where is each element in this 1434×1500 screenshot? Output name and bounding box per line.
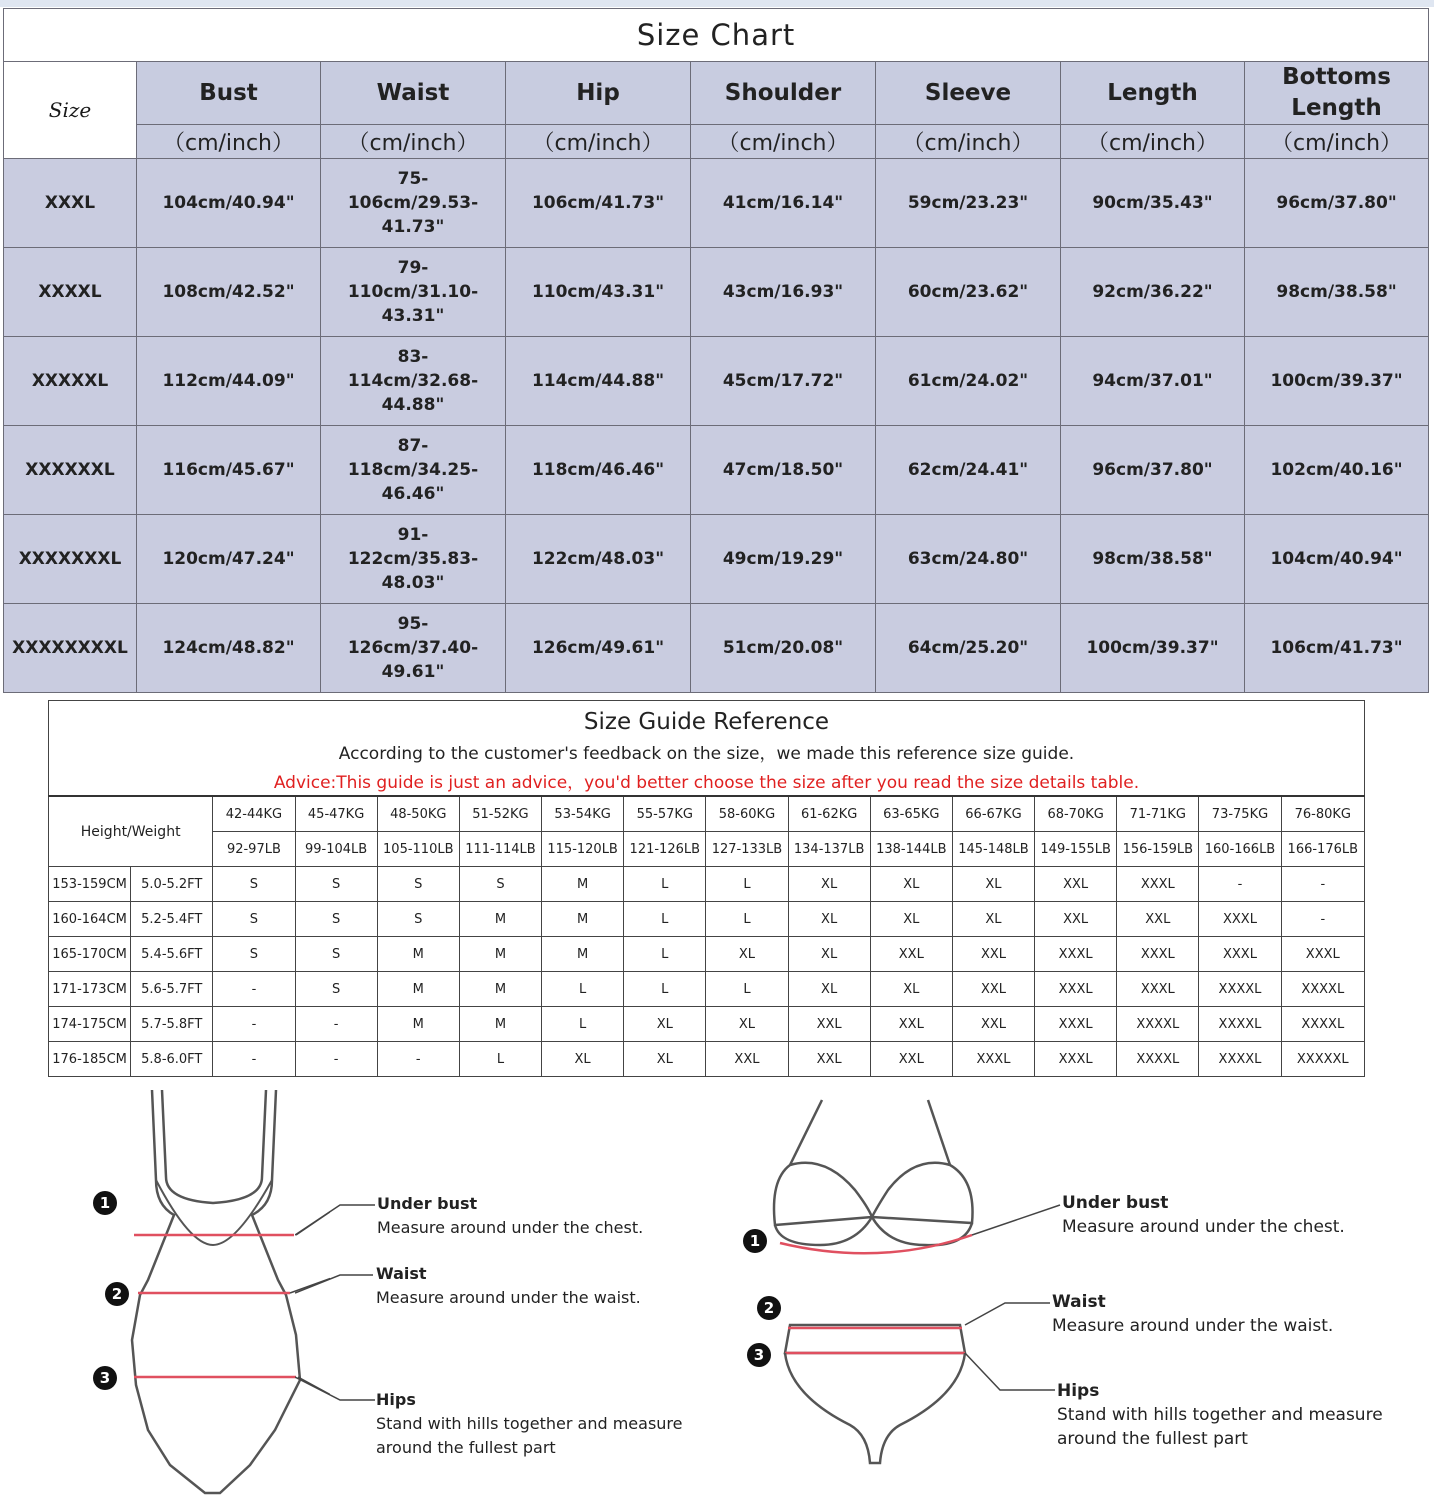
marker-1-icon: 1: [743, 1229, 767, 1253]
header-shoulder: Shoulder: [691, 62, 876, 125]
recommended-size-cell: -: [1281, 867, 1364, 902]
measurement-cell: 45cm/17.72": [691, 337, 876, 426]
recommended-size-cell: M: [459, 1007, 541, 1042]
height-weight-label: Height/Weight: [49, 796, 213, 867]
recommended-size-cell: XXL: [952, 937, 1034, 972]
recommended-size-cell: M: [377, 1007, 459, 1042]
header-hip: Hip: [506, 62, 691, 125]
size-guide-row: [49, 1042, 1365, 1077]
recommended-size-cell: S: [295, 902, 377, 937]
measurement-cell: 61cm/24.02": [876, 337, 1061, 426]
weight-kg-header: 42-44KG: [213, 796, 295, 832]
height-cm-cell: 165-170CM: [49, 937, 131, 972]
recommended-size-cell: XXXL: [1199, 902, 1281, 937]
height-ft-cell: 5.6-5.7FT: [131, 972, 213, 1007]
measurement-cell: 95-126cm/37.40-49.61": [321, 604, 506, 693]
recommended-size-cell: S: [213, 902, 295, 937]
recommended-size-cell: S: [213, 937, 295, 972]
height-ft-cell: 5.4-5.6FT: [131, 937, 213, 972]
measurement-cell: 104cm/40.94": [137, 159, 321, 248]
size-name-cell: XXXXXXXL: [4, 515, 137, 604]
weight-lb-header: 115-120LB: [542, 832, 624, 867]
measurement-cell: 51cm/20.08": [691, 604, 876, 693]
measurement-cell: 110cm/43.31": [506, 248, 691, 337]
recommended-size-cell: XL: [870, 972, 952, 1007]
size-guide-advice: Advice:This guide is just an advice，you'd better choose the size after you read the size details table.: [273, 773, 1140, 793]
unit-label: （cm/inch）: [321, 125, 506, 159]
recommended-size-cell: XXXL: [1117, 867, 1199, 902]
marker-3-icon: 3: [747, 1343, 771, 1367]
hips-title: Hips: [1057, 1381, 1100, 1401]
measurement-cell: 96cm/37.80": [1245, 159, 1429, 248]
recommended-size-cell: XXL: [952, 972, 1034, 1007]
measurement-cell: 126cm/49.61": [506, 604, 691, 693]
size-name-cell: XXXXXL: [4, 337, 137, 426]
recommended-size-cell: XXL: [952, 1007, 1034, 1042]
size-guide-title: Size Guide Reference: [583, 709, 830, 735]
measurement-cell: 94cm/37.01": [1061, 337, 1245, 426]
recommended-size-cell: S: [295, 972, 377, 1007]
recommended-size-cell: S: [377, 902, 459, 937]
unit-label: （cm/inch）: [137, 125, 321, 159]
recommended-size-cell: XXXL: [1117, 972, 1199, 1007]
under-bust-text: Measure around under the chest.: [1062, 1217, 1345, 1237]
weight-kg-header: 58-60KG: [706, 796, 788, 832]
marker-2-icon: 2: [105, 1282, 129, 1306]
weight-lb-header: 99-104LB: [295, 832, 377, 867]
recommended-size-cell: S: [295, 867, 377, 902]
size-guide-row: [49, 937, 1365, 972]
measurement-cell: 92cm/36.22": [1061, 248, 1245, 337]
size-chart-row: [4, 515, 1429, 604]
size-chart-row: [4, 426, 1429, 515]
weight-lb-header: 145-148LB: [952, 832, 1034, 867]
unit-label: （cm/inch）: [1061, 125, 1245, 159]
size-guide-description: According to the customer's feedback on the size，we made this reference size guide.: [338, 744, 1075, 764]
under-bust-text: Measure around under the chest.: [377, 1218, 644, 1237]
recommended-size-cell: XXXL: [1035, 1007, 1117, 1042]
recommended-size-cell: XXXXL: [1117, 1042, 1199, 1077]
recommended-size-cell: XL: [542, 1042, 624, 1077]
size-chart-row: [4, 159, 1429, 248]
header-bust: Bust: [137, 62, 321, 125]
header-bottoms-length: Bottoms Length: [1245, 62, 1429, 125]
measurement-cell: 43cm/16.93": [691, 248, 876, 337]
recommended-size-cell: XXXXL: [1281, 972, 1364, 1007]
height-cm-cell: 176-185CM: [49, 1042, 131, 1077]
weight-lb-header: 105-110LB: [377, 832, 459, 867]
weight-kg-header: 66-67KG: [952, 796, 1034, 832]
recommended-size-cell: XL: [952, 902, 1034, 937]
recommended-size-cell: L: [706, 902, 788, 937]
size-name-cell: XXXXL: [4, 248, 137, 337]
weight-kg-header: 48-50KG: [377, 796, 459, 832]
recommended-size-cell: XXL: [788, 1042, 870, 1077]
height-ft-cell: 5.0-5.2FT: [131, 867, 213, 902]
recommended-size-cell: L: [624, 902, 706, 937]
recommended-size-cell: XL: [624, 1007, 706, 1042]
measurement-cell: 87-118cm/34.25-46.46": [321, 426, 506, 515]
measurement-cell: 98cm/38.58": [1245, 248, 1429, 337]
measurement-cell: 124cm/48.82": [137, 604, 321, 693]
recommended-size-cell: S: [295, 937, 377, 972]
measurement-cell: 98cm/38.58": [1061, 515, 1245, 604]
measurement-cell: 60cm/23.62": [876, 248, 1061, 337]
bikini-hips-label: [1057, 1379, 1383, 1451]
unit-label: （cm/inch）: [691, 125, 876, 159]
recommended-size-cell: M: [459, 937, 541, 972]
recommended-size-cell: XXXXXL: [1281, 1042, 1364, 1077]
size-chart-row: [4, 248, 1429, 337]
recommended-size-cell: XL: [706, 937, 788, 972]
measurement-cell: 106cm/41.73": [1245, 604, 1429, 693]
marker-3-icon: 3: [93, 1366, 117, 1390]
weight-kg-header: 51-52KG: [459, 796, 541, 832]
unit-label: （cm/inch）: [1245, 125, 1429, 159]
waist-title: Waist: [1052, 1292, 1106, 1312]
weight-lb-header: 156-159LB: [1117, 832, 1199, 867]
recommended-size-cell: XXXXL: [1199, 1007, 1281, 1042]
recommended-size-cell: XXXXL: [1199, 972, 1281, 1007]
recommended-size-cell: -: [213, 972, 295, 1007]
recommended-size-cell: M: [459, 972, 541, 1007]
measurement-cell: 47cm/18.50": [691, 426, 876, 515]
weight-kg-header: 53-54KG: [542, 796, 624, 832]
recommended-size-cell: XL: [870, 902, 952, 937]
size-guide-row: [49, 1007, 1365, 1042]
top-strip: [0, 0, 1434, 7]
size-name-cell: XXXXXXXXL: [4, 604, 137, 693]
one-piece-hips-label: [376, 1388, 683, 1460]
bikini-under-bust-label: [1062, 1191, 1345, 1239]
recommended-size-cell: XXXXL: [1117, 1007, 1199, 1042]
size-guide-row: [49, 867, 1365, 902]
header-sleeve: Sleeve: [876, 62, 1061, 125]
size-guide-table: [48, 700, 1365, 1077]
measurement-cell: 100cm/39.37": [1245, 337, 1429, 426]
header-waist: Waist: [321, 62, 506, 125]
recommended-size-cell: M: [459, 902, 541, 937]
one-piece-pointer-lines: [295, 1085, 385, 1425]
height-ft-cell: 5.8-6.0FT: [131, 1042, 213, 1077]
size-chart-title: Size Chart: [4, 9, 1429, 62]
recommended-size-cell: -: [1199, 867, 1281, 902]
height-cm-cell: 174-175CM: [49, 1007, 131, 1042]
recommended-size-cell: M: [542, 937, 624, 972]
recommended-size-cell: S: [213, 867, 295, 902]
hips-text-line-1: Stand with hills together and measure: [376, 1414, 683, 1433]
weight-lb-header: 160-166LB: [1199, 832, 1281, 867]
recommended-size-cell: -: [377, 1042, 459, 1077]
recommended-size-cell: -: [213, 1007, 295, 1042]
weight-kg-header: 73-75KG: [1199, 796, 1281, 832]
bikini-waist-label: [1052, 1290, 1333, 1338]
recommended-size-cell: XXL: [870, 1007, 952, 1042]
measurement-cell: 62cm/24.41": [876, 426, 1061, 515]
recommended-size-cell: -: [213, 1042, 295, 1077]
measurement-cell: 114cm/44.88": [506, 337, 691, 426]
recommended-size-cell: XL: [952, 867, 1034, 902]
weight-kg-header: 68-70KG: [1035, 796, 1117, 832]
size-guide-header: [49, 701, 1365, 797]
recommended-size-cell: XXXL: [1199, 937, 1281, 972]
height-cm-cell: 153-159CM: [49, 867, 131, 902]
measurement-cell: 41cm/16.14": [691, 159, 876, 248]
recommended-size-cell: XL: [870, 867, 952, 902]
marker-2-icon: 2: [757, 1296, 781, 1320]
recommended-size-cell: XXXXL: [1281, 1007, 1364, 1042]
one-piece-under-bust-label: [377, 1192, 643, 1240]
measurement-cell: 96cm/37.80": [1061, 426, 1245, 515]
weight-lb-header: 166-176LB: [1281, 832, 1364, 867]
weight-kg-header: 55-57KG: [624, 796, 706, 832]
measurement-cell: 59cm/23.23": [876, 159, 1061, 248]
weight-lb-header: 138-144LB: [870, 832, 952, 867]
weight-kg-header: 76-80KG: [1281, 796, 1364, 832]
measurement-cell: 90cm/35.43": [1061, 159, 1245, 248]
hips-text-line-2: around the fullest part: [1057, 1429, 1248, 1449]
height-ft-cell: 5.7-5.8FT: [131, 1007, 213, 1042]
recommended-size-cell: XXXL: [1281, 937, 1364, 972]
recommended-size-cell: L: [706, 867, 788, 902]
unit-label: （cm/inch）: [506, 125, 691, 159]
recommended-size-cell: L: [624, 867, 706, 902]
recommended-size-cell: L: [624, 937, 706, 972]
recommended-size-cell: S: [459, 867, 541, 902]
measurement-cell: 122cm/48.03": [506, 515, 691, 604]
weight-lb-header: 111-114LB: [459, 832, 541, 867]
recommended-size-cell: M: [377, 937, 459, 972]
weight-kg-header: 45-47KG: [295, 796, 377, 832]
recommended-size-cell: XXXL: [952, 1042, 1034, 1077]
hips-title: Hips: [376, 1390, 416, 1409]
recommended-size-cell: XXL: [1035, 902, 1117, 937]
recommended-size-cell: XXL: [870, 937, 952, 972]
recommended-size-cell: XXXL: [1035, 972, 1117, 1007]
recommended-size-cell: XXL: [1117, 902, 1199, 937]
recommended-size-cell: L: [706, 972, 788, 1007]
measurement-cell: 79-110cm/31.10-43.31": [321, 248, 506, 337]
weight-lb-header: 134-137LB: [788, 832, 870, 867]
waist-text: Measure around under the waist.: [1052, 1316, 1334, 1336]
recommended-size-cell: XL: [788, 902, 870, 937]
measurement-cell: 108cm/42.52": [137, 248, 321, 337]
measurement-cell: 118cm/46.46": [506, 426, 691, 515]
size-column-label: Size: [4, 62, 137, 159]
marker-1-icon: 1: [93, 1191, 117, 1215]
measurement-cell: 116cm/45.67": [137, 426, 321, 515]
height-cm-cell: 160-164CM: [49, 902, 131, 937]
weight-kg-header: 71-71KG: [1117, 796, 1199, 832]
hips-text-line-2: around the fullest part: [376, 1438, 556, 1457]
measurement-cell: 49cm/19.29": [691, 515, 876, 604]
recommended-size-cell: L: [542, 1007, 624, 1042]
size-chart-row: [4, 337, 1429, 426]
waist-text: Measure around under the waist.: [376, 1288, 641, 1307]
size-guide-row: [49, 972, 1365, 1007]
weight-lb-header: 92-97LB: [213, 832, 295, 867]
recommended-size-cell: M: [542, 902, 624, 937]
recommended-size-cell: XXL: [706, 1042, 788, 1077]
recommended-size-cell: XXXL: [1035, 1042, 1117, 1077]
measurement-cell: 104cm/40.94": [1245, 515, 1429, 604]
under-bust-title: Under bust: [1062, 1193, 1169, 1213]
height-cm-cell: 171-173CM: [49, 972, 131, 1007]
recommended-size-cell: S: [377, 867, 459, 902]
one-piece-waist-label: [376, 1262, 641, 1310]
recommended-size-cell: XXL: [870, 1042, 952, 1077]
bikini-diagram: [760, 1095, 1090, 1475]
weight-lb-header: 127-133LB: [706, 832, 788, 867]
weight-kg-header: 61-62KG: [788, 796, 870, 832]
weight-lb-header: 121-126LB: [624, 832, 706, 867]
under-bust-title: Under bust: [377, 1194, 478, 1213]
recommended-size-cell: XXL: [788, 1007, 870, 1042]
recommended-size-cell: XL: [624, 1042, 706, 1077]
recommended-size-cell: XXXXL: [1199, 1042, 1281, 1077]
measurement-cell: 112cm/44.09": [137, 337, 321, 426]
recommended-size-cell: XL: [788, 867, 870, 902]
recommended-size-cell: -: [1281, 902, 1364, 937]
recommended-size-cell: L: [624, 972, 706, 1007]
measurement-cell: 83-114cm/32.68-44.88": [321, 337, 506, 426]
recommended-size-cell: XXXL: [1117, 937, 1199, 972]
recommended-size-cell: L: [459, 1042, 541, 1077]
size-chart-row: [4, 604, 1429, 693]
measurement-cell: 120cm/47.24": [137, 515, 321, 604]
recommended-size-cell: XXL: [1035, 867, 1117, 902]
size-name-cell: XXXL: [4, 159, 137, 248]
header-length: Length: [1061, 62, 1245, 125]
size-guide-row: [49, 902, 1365, 937]
recommended-size-cell: XL: [706, 1007, 788, 1042]
unit-label: （cm/inch）: [876, 125, 1061, 159]
waist-title: Waist: [376, 1264, 427, 1283]
weight-kg-header: 63-65KG: [870, 796, 952, 832]
recommended-size-cell: M: [377, 972, 459, 1007]
recommended-size-cell: XL: [788, 972, 870, 1007]
measurement-cell: 63cm/24.80": [876, 515, 1061, 604]
size-chart-table: [3, 8, 1429, 693]
recommended-size-cell: M: [542, 867, 624, 902]
measurement-cell: 102cm/40.16": [1245, 426, 1429, 515]
measurement-cell: 91-122cm/35.83-48.03": [321, 515, 506, 604]
recommended-size-cell: L: [542, 972, 624, 1007]
recommended-size-cell: XXXL: [1035, 937, 1117, 972]
size-name-cell: XXXXXXL: [4, 426, 137, 515]
measurement-cell: 106cm/41.73": [506, 159, 691, 248]
measurement-cell: 75-106cm/29.53-41.73": [321, 159, 506, 248]
measurement-cell: 64cm/25.20": [876, 604, 1061, 693]
recommended-size-cell: XL: [788, 937, 870, 972]
recommended-size-cell: -: [295, 1007, 377, 1042]
hips-text-line-1: Stand with hills together and measure: [1057, 1405, 1383, 1425]
weight-lb-header: 149-155LB: [1035, 832, 1117, 867]
height-ft-cell: 5.2-5.4FT: [131, 902, 213, 937]
measurement-cell: 100cm/39.37": [1061, 604, 1245, 693]
recommended-size-cell: -: [295, 1042, 377, 1077]
